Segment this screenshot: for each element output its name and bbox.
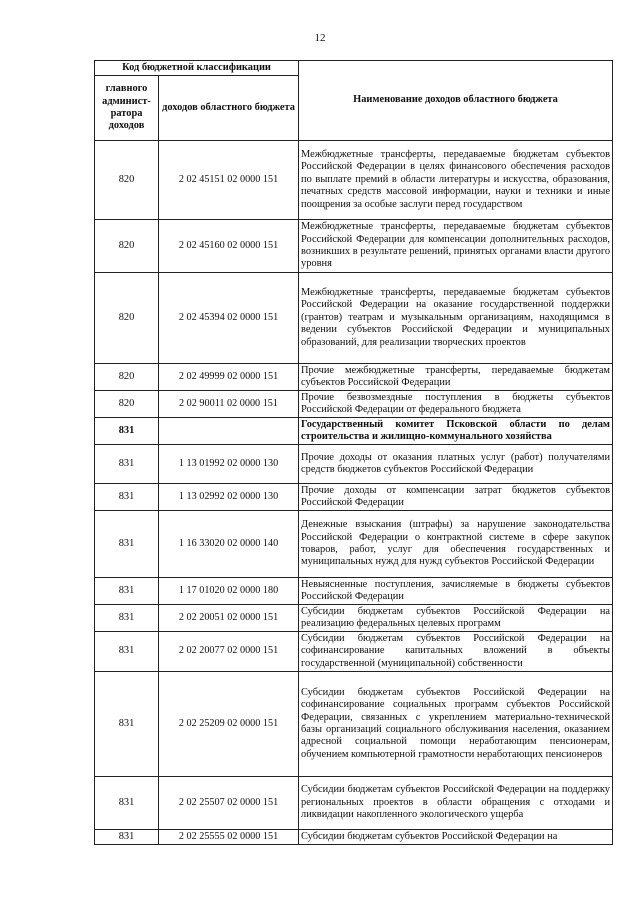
admin-code-cell: 831 (95, 578, 159, 605)
admin-code-cell: 831 (95, 777, 159, 830)
revenue-code-cell: 2 02 20051 02 0000 151 (159, 605, 299, 632)
revenue-name-cell: Субсидии бюджетам субъектов Российской Федерации на софинансирование капитальных вложений в объекты государственной (муниципальной) собственности (299, 632, 613, 672)
revenue-name-cell: Межбюджетные трансферты, передаваемые бюджетам субъектов Российской Федерации в целях финансового обеспечения расходов по выплате премий в области литературы и искусства, образования, печатных средств массовой информации, науки и техники и иные поощрения за особые заслуги перед государством (299, 141, 613, 220)
revenue-name-cell: Субсидии бюджетам субъектов Российской Федерации на софинансирование социальных программ субъектов Российской Федерации, связанных с укреплением материально-технической базы организаций социального обслуживания населения, оказанием адресной социальной помощи неработающим пенсионерам, обучением компьютерной грамотности неработающих пенсионеров (299, 672, 613, 777)
revenue-code-cell: 2 02 45160 02 0000 151 (159, 220, 299, 273)
revenue-name-cell: Денежные взыскания (штрафы) за нарушение законодательства Российской Федерации о контрактной системе в сфере закупок товаров, работ, услуг для обеспечения государственных и муниципальных нужд для нужд субъектов Российской Федерации (299, 511, 613, 578)
admin-code-cell: 831 (95, 484, 159, 511)
revenue-name-cell: Межбюджетные трансферты, передаваемые бюджетам субъектов Российской Федерации на оказание государственной поддержки (грантов) театрам и музыкальным организациям, находящимся в ведении субъектов Российской Федерации и муниципальных образований, для реализации творческих проектов (299, 273, 613, 364)
page-number: 12 (314, 32, 326, 44)
admin-code-cell: 831 (95, 445, 159, 484)
table-row (95, 220, 613, 273)
header-name: Наименование доходов областного бюджета (299, 61, 613, 141)
revenue-code-cell: 2 02 45151 02 0000 151 (159, 141, 299, 220)
admin-code-cell: 831 (95, 511, 159, 578)
revenue-code-cell (159, 418, 299, 445)
revenue-name-cell: Прочие безвозмездные поступления в бюджеты субъектов Российской Федерации от федерального бюджета (299, 391, 613, 418)
budget-classification-table (94, 60, 613, 845)
table-row (95, 830, 613, 845)
table-row (95, 672, 613, 777)
admin-code-cell: 820 (95, 141, 159, 220)
revenue-code-cell: 1 13 02992 02 0000 130 (159, 484, 299, 511)
header-code-group: Код бюджетной классификации (95, 61, 299, 76)
revenue-name-cell: Государственный комитет Псковской области по делам строительства и жилищно-коммунального хозяйства (299, 418, 613, 445)
admin-code-cell: 820 (95, 273, 159, 364)
table-row (95, 511, 613, 578)
table-row (95, 578, 613, 605)
revenue-code-cell: 2 02 25209 02 0000 151 (159, 672, 299, 777)
revenue-name-cell: Прочие доходы от оказания платных услуг (работ) получателями средств бюджетов субъектов Российской Федерации (299, 445, 613, 484)
revenue-code-cell: 2 02 49999 02 0000 151 (159, 364, 299, 391)
revenue-name-cell: Субсидии бюджетам субъектов Российской Федерации на поддержку региональных проектов в области обращения с отходами и ликвидации накопленного экологического ущерба (299, 777, 613, 830)
revenue-code-cell: 1 13 01992 02 0000 130 (159, 445, 299, 484)
table-row (95, 484, 613, 511)
revenue-code-cell: 1 16 33020 02 0000 140 (159, 511, 299, 578)
table-row (95, 364, 613, 391)
revenue-code-cell: 2 02 45394 02 0000 151 (159, 273, 299, 364)
header-revenue-code: доходов областного бюджета (159, 76, 299, 141)
revenue-code-cell: 2 02 20077 02 0000 151 (159, 632, 299, 672)
table-row (95, 273, 613, 364)
table-row (95, 777, 613, 830)
revenue-name-cell: Прочие доходы от компенсации затрат бюджетов субъектов Российской Федерации (299, 484, 613, 511)
revenue-name-cell: Межбюджетные трансферты, передаваемые бюджетам субъектов Российской Федерации для компенсации дополнительных расходов, возникших в результате решений, принятых органами власти другого уровня (299, 220, 613, 273)
table-row (95, 391, 613, 418)
revenue-name-cell: Прочие межбюджетные трансферты, передаваемые бюджетам субъектов Российской Федерации (299, 364, 613, 391)
revenue-code-cell: 2 02 25507 02 0000 151 (159, 777, 299, 830)
table-row (95, 141, 613, 220)
revenue-name-cell: Невыясненные поступления, зачисляемые в бюджеты субъектов Российской Федерации (299, 578, 613, 605)
revenue-name-cell: Субсидии бюджетам субъектов Российской Федерации на (299, 830, 613, 845)
admin-code-cell: 820 (95, 391, 159, 418)
admin-code-cell: 831 (95, 830, 159, 845)
table-row (95, 605, 613, 632)
revenue-code-cell: 2 02 25555 02 0000 151 (159, 830, 299, 845)
admin-code-cell: 820 (95, 220, 159, 273)
header-admin: главного админист-ратора доходов (95, 76, 159, 141)
table-row (95, 632, 613, 672)
admin-code-cell: 820 (95, 364, 159, 391)
admin-code-cell: 831 (95, 605, 159, 632)
admin-code-cell: 831 (95, 672, 159, 777)
table-row (95, 445, 613, 484)
table-body (95, 141, 613, 845)
table-row (95, 418, 613, 445)
admin-code-cell: 831 (95, 632, 159, 672)
admin-code-cell: 831 (95, 418, 159, 445)
revenue-code-cell: 2 02 90011 02 0000 151 (159, 391, 299, 418)
revenue-code-cell: 1 17 01020 02 0000 180 (159, 578, 299, 605)
revenue-name-cell: Субсидии бюджетам субъектов Российской Федерации на реализацию федеральных целевых программ (299, 605, 613, 632)
